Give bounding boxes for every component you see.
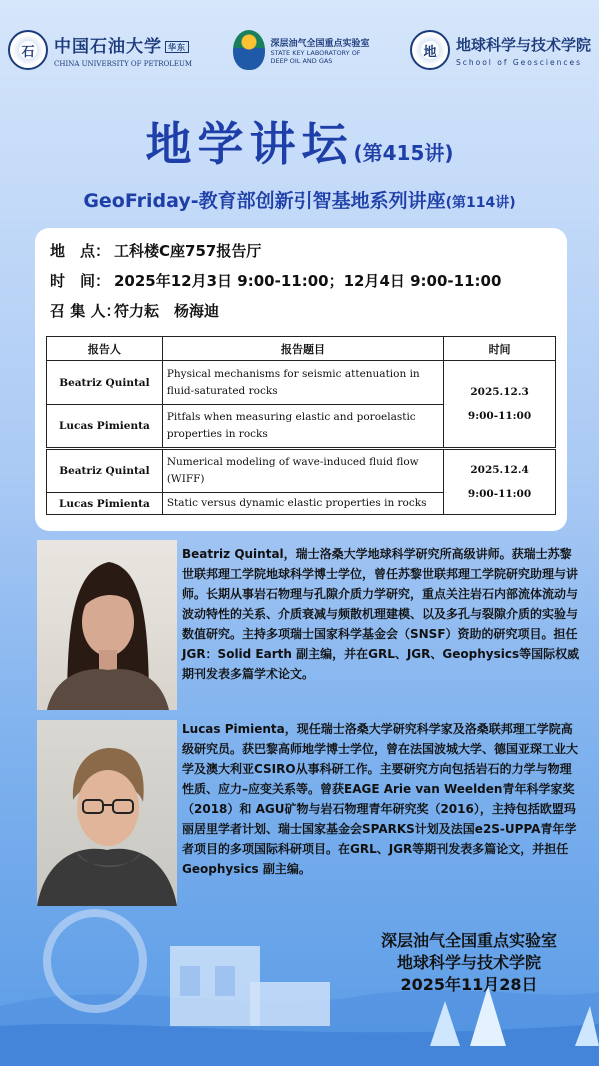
- group-2-hours: 9:00-11:00: [467, 488, 532, 500]
- upc-logo: [8, 30, 192, 70]
- time-cell-group-1: [444, 361, 556, 449]
- table-header-row: [47, 337, 556, 361]
- schedule-table: [46, 336, 556, 515]
- portrait-woman-icon: [37, 540, 177, 710]
- location-row: [50, 236, 501, 266]
- time-row: [50, 266, 501, 296]
- school-name: 地球科学与技术学院: [455, 35, 591, 54]
- header-speaker: 报告人: [47, 337, 163, 361]
- header-title: 报告题目: [162, 337, 443, 361]
- row-speaker: Lucas Pimienta: [47, 493, 163, 515]
- group-2-date: 2025.12.4: [470, 464, 529, 476]
- row-title: Pitfals when measuring elastic and poroelastic properties in rocks: [162, 405, 443, 449]
- host-row: [50, 296, 501, 326]
- header-logos: [0, 0, 599, 100]
- subtitle-number: (第114讲): [445, 195, 516, 211]
- row-speaker: Beatriz Quintal: [47, 449, 163, 493]
- group-1-date: 2025.12.3: [470, 386, 529, 398]
- header-time: 时间: [444, 337, 556, 361]
- poster-subtitle: [0, 186, 599, 213]
- lab-emblem-icon: [233, 30, 265, 70]
- speaker-photo-quintal: [37, 540, 177, 710]
- title-main: 地学讲坛: [145, 117, 354, 171]
- school-english-name: School of Geosciences: [455, 57, 583, 67]
- footer-org-1: 深层油气全国重点实验室: [380, 931, 557, 950]
- location-label: 地 点：: [50, 242, 111, 260]
- bio-quintal: Beatriz Quintal，瑞士洛桑大学地球科学研究所高级讲师。获瑞士苏黎世联邦理工学院地球科学博士学位，曾任苏黎世联邦理工学院研究助理与讲师。长期从事岩石物理与孔隙介质力学研究，重点关注岩石内部流体流动与波动特性的关系、介质衰减与频散机理建模、以及多孔与裂隙介质的实验与数值研究。主持多项瑞士国家科学基金会（SNSF）资助的研究项目。担任JGR：Solid Earth 副主编，并在GRL、JGR、Geophysics等国际权威期刊发表多篇学术论文。: [182, 547, 580, 681]
- table-row: [47, 449, 556, 493]
- event-info: [50, 236, 501, 326]
- lab-english-line-2: DEEP OIL AND GAS: [270, 56, 333, 65]
- row-title: Numerical modeling of wave-induced fluid flow (WIFF): [162, 449, 443, 493]
- lab-english-line-1: STATE KEY LABORATORY OF: [270, 48, 361, 57]
- time-label: 时 间：: [50, 272, 111, 290]
- upc-name: 中国石油大学: [54, 37, 162, 57]
- group-1-hours: 9:00-11:00: [467, 410, 532, 422]
- location-value: 工科楼C座757报告厅: [114, 242, 262, 260]
- time-value: 2025年12月3日 9:00-11:00；12月4日 9:00-11:00: [114, 272, 502, 290]
- subtitle-text: GeoFriday-教育部创新引智基地系列讲座: [83, 190, 446, 212]
- upc-seal-icon: 石: [8, 30, 48, 70]
- upc-tag: 华东: [165, 41, 189, 53]
- lab-name: 深层油气全国重点实验室: [270, 38, 370, 49]
- bio-pimienta: Lucas Pimienta，现任瑞士洛桑大学研究科学家及洛桑联邦理工学院高级研究员。获巴黎高师地学博士学位，曾在法国波城大学、德国亚琛工业大学及澳大利亚CSIRO从事科研工作。主要研究方向包括岩石的力学与物理性质、应力–应变关系等。曾获EAGE Arie van Weelden青年科学家奖（2018）和 AGU矿物与岩石物理青年研究奖（2016），主持包括欧盟玛丽居里学者计划、瑞士国家基金会SPARKS计划及法国e2S-UPPA青年学者项目的多项国际科研项目。在GRL、JGR等期刊发表多篇论文，并担任 Geophysics 副主编。: [182, 722, 579, 876]
- footer-date: 2025年11月28日: [400, 975, 538, 994]
- row-title: Physical mechanisms for seismic attenuation in fluid-saturated rocks: [162, 361, 443, 405]
- title-number: (第415讲): [353, 141, 454, 165]
- poster-title: [0, 108, 599, 174]
- table-row: [47, 361, 556, 405]
- time-cell-group-2: [444, 449, 556, 515]
- row-title: Static versus dynamic elastic properties in rocks: [162, 493, 443, 515]
- portrait-man-icon: [37, 720, 177, 906]
- footer-org-2: 地球科学与技术学院: [396, 953, 541, 972]
- school-logo: [410, 30, 591, 70]
- host-value: 符力耘 杨海迪: [114, 302, 220, 320]
- upc-english-name: CHINA UNIVERSITY OF PETROLEUM: [54, 60, 193, 68]
- row-speaker: Beatriz Quintal: [47, 361, 163, 405]
- host-label: 召 集 人：: [50, 302, 121, 320]
- footer-organizers: [340, 930, 598, 996]
- row-speaker: Lucas Pimienta: [47, 405, 163, 449]
- speaker-photo-pimienta: [37, 720, 177, 906]
- lab-logo: [233, 30, 370, 70]
- school-seal-icon: 地: [410, 30, 450, 70]
